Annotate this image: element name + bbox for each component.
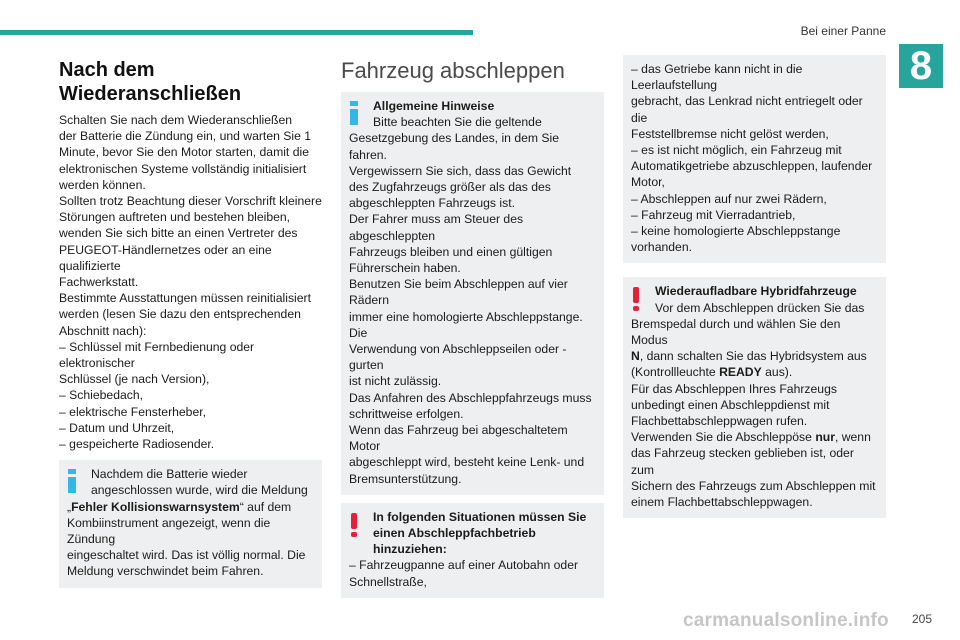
text-line: Feststellbremse nicht gelöst werden, bbox=[631, 126, 829, 141]
text-line: werden (lesen Sie dazu den entsprechenden bbox=[59, 307, 301, 322]
ready-indicator-name: READY bbox=[719, 365, 762, 380]
text-fragment: Verwenden Sie die Abschleppöse bbox=[631, 430, 816, 445]
info-icon bbox=[350, 101, 358, 125]
text-line: Der Fahrer muss am Steuer des abgeschleppten bbox=[349, 212, 524, 243]
section-title: Bei einer Panne bbox=[800, 24, 886, 38]
text-line: Kombiinstrument angezeigt, wenn die Zündung bbox=[67, 515, 271, 547]
text-line: Sichern des Fahrzeugs zum Abschleppen mit bbox=[631, 478, 876, 493]
list-item: – gespeicherte Radiosender. bbox=[59, 437, 215, 452]
text-line: elektronischen Systeme vollständig initialisiert bbox=[59, 161, 307, 176]
towing-situations-box bbox=[623, 55, 886, 263]
box-heading: einen Abschleppfachbetrieb hinzuziehen: bbox=[373, 526, 536, 557]
box-heading: In folgenden Situationen müssen Sie bbox=[373, 509, 587, 524]
box-heading: Allgemeine Hinweise bbox=[373, 99, 495, 113]
page-number: 205 bbox=[911, 612, 932, 626]
column-3 bbox=[623, 58, 886, 518]
emphasis-nur: nur bbox=[815, 430, 835, 445]
warning-icon bbox=[633, 287, 639, 311]
text-line: schrittweise erfolgen. bbox=[349, 406, 464, 421]
text-line: werden können. bbox=[59, 177, 146, 192]
text-line: Führerschein haben. bbox=[349, 261, 461, 276]
text-line: Bitte beachten Sie die geltende bbox=[373, 115, 542, 130]
watermark: carmanualsonline.info bbox=[683, 610, 889, 631]
text-line bbox=[631, 364, 878, 380]
text-line: das Fahrzeug stecken geblieben ist, oder zum bbox=[631, 446, 854, 477]
text-line: angeschlossen wurde, wird die Meldung bbox=[91, 483, 308, 498]
text-line: Bremspedal durch und wählen Sie den Modus bbox=[631, 316, 841, 348]
text-line: Automatikgetriebe abzuschleppen, laufender bbox=[631, 159, 873, 174]
text-line: Schnellstraße, bbox=[349, 574, 427, 589]
hybrid-warning-box bbox=[623, 277, 886, 518]
battery-note-box bbox=[59, 460, 322, 587]
text-line: Schalten Sie nach dem Wiederanschließen bbox=[59, 113, 293, 127]
text-line: ist nicht zulässig. bbox=[349, 374, 442, 389]
text-line: des Zugfahrzeugs größer als das des bbox=[349, 180, 551, 195]
warning-icon bbox=[351, 513, 357, 537]
text-line: Sollten trotz Beachtung dieser Vorschrift kleinere bbox=[59, 194, 322, 209]
text-line: Störungen auftreten und bestehen bleiben, bbox=[59, 210, 291, 225]
reconnect-body bbox=[59, 112, 322, 452]
text-fragment: “ auf dem bbox=[239, 499, 292, 514]
column-1 bbox=[59, 58, 322, 588]
mode-n: N bbox=[631, 349, 640, 364]
text-line: Verwendung von Abschleppseilen oder -gurten bbox=[349, 342, 567, 373]
text-line: Flachbettabschleppwagen rufen. bbox=[631, 414, 808, 429]
text-line: Bestimmte Ausstattungen müssen reinitialisiert bbox=[59, 291, 311, 306]
text-line: Minute, bevor Sie den Motor starten, damit die bbox=[59, 145, 309, 160]
info-icon bbox=[68, 469, 76, 493]
text-line: Das Anfahren des Abschleppfahrzeugs muss bbox=[349, 390, 592, 405]
text-fragment: aus). bbox=[761, 365, 793, 380]
list-item: – Fahrzeug mit Vierradantrieb, bbox=[631, 207, 796, 222]
list-item: – das Getriebe kann nicht in die Leerlaufstellung bbox=[631, 62, 803, 93]
text-line: PEUGEOT-Händlernetzes oder an eine qualifizierte bbox=[59, 242, 272, 273]
text-line: Fachwerkstatt. bbox=[59, 275, 139, 290]
text-line: Schlüssel (je nach Version), bbox=[59, 372, 210, 387]
list-item: – Fahrzeugpanne auf einer Autobahn oder bbox=[349, 558, 579, 573]
column-2 bbox=[341, 58, 604, 598]
text-line: Bremsunterstützung. bbox=[349, 471, 462, 486]
list-item: – Abschleppen auf nur zwei Rädern, bbox=[631, 191, 827, 206]
text-line bbox=[631, 429, 878, 445]
text-line: Nachdem die Batterie wieder bbox=[91, 467, 248, 482]
text-line: unbedingt einen Abschleppdienst mit bbox=[631, 397, 830, 412]
text-fragment: , dann schalten Sie das Hybridsystem aus bbox=[639, 349, 867, 364]
text-line: Motor, bbox=[631, 175, 665, 190]
heading-reconnect: Nach dem Wiederanschließen bbox=[59, 59, 242, 105]
text-line: Benutzen Sie beim Abschleppen auf vier Rädern bbox=[349, 277, 568, 308]
text-line: vorhanden. bbox=[631, 240, 692, 255]
list-item: – Datum und Uhrzeit, bbox=[59, 420, 175, 435]
text-line: Vor dem Abschleppen drücken Sie das bbox=[655, 300, 865, 315]
text-line: immer eine homologierte Abschleppstange. Die bbox=[349, 309, 583, 340]
chapter-number-badge: 8 bbox=[899, 44, 943, 88]
list-item: – es ist nicht möglich, ein Fahrzeug mit bbox=[631, 143, 842, 158]
general-info-box bbox=[341, 92, 604, 495]
text-line: Für das Abschleppen Ihres Fahrzeugs bbox=[631, 381, 837, 396]
text-line: eingeschaltet wird. Das ist völlig normal. Die bbox=[67, 548, 306, 563]
text-fragment: , wenn bbox=[834, 430, 871, 445]
warning-message-name: Fehler Kollisionswarnsystem bbox=[71, 499, 240, 514]
text-line: wenden Sie sich bitte an einen Vertreter des bbox=[59, 226, 298, 241]
text-line: Abschnitt nach): bbox=[59, 323, 147, 338]
text-line: Meldung verschwindet beim Fahren. bbox=[67, 564, 264, 579]
list-item: – Schlüssel mit Fernbedienung oder elektronischer bbox=[59, 339, 255, 371]
list-item: – Schiebedach, bbox=[59, 388, 144, 403]
text-line: Fahrzeugs bleiben und einen gültigen bbox=[349, 244, 553, 259]
text-line: der Batterie die Zündung ein, und warten Sie 1 bbox=[59, 129, 312, 144]
text-line: abgeschleppt wird, besteht keine Lenk- und bbox=[349, 455, 585, 470]
box-heading: Wiederaufladbare Hybridfahrzeuge bbox=[655, 284, 857, 299]
heading-towing: Fahrzeug abschleppen bbox=[341, 58, 565, 83]
towing-service-warning-box bbox=[341, 503, 604, 598]
text-fragment: (Kontrollleuchte bbox=[631, 365, 720, 380]
text-line bbox=[631, 348, 878, 364]
list-item: – elektrische Fensterheber, bbox=[59, 404, 207, 419]
text-line: einem Flachbettabschleppwagen. bbox=[631, 495, 813, 510]
list-item: – keine homologierte Abschleppstange bbox=[631, 224, 841, 239]
text-line: Wenn das Fahrzeug bei abgeschaltetem Motor bbox=[349, 423, 568, 454]
header-accent-bar bbox=[0, 30, 473, 35]
quote-open: „ bbox=[67, 499, 72, 514]
text-line: abgeschleppten Fahrzeugs ist. bbox=[349, 196, 515, 211]
text-line: gebracht, das Lenkrad nicht entriegelt oder die bbox=[631, 94, 863, 125]
text-line: Gesetzgebung des Landes, in dem Sie fahren. bbox=[349, 131, 560, 162]
text-line: Vergewissern Sie sich, dass das Gewicht bbox=[349, 163, 572, 178]
text-line bbox=[67, 499, 314, 515]
